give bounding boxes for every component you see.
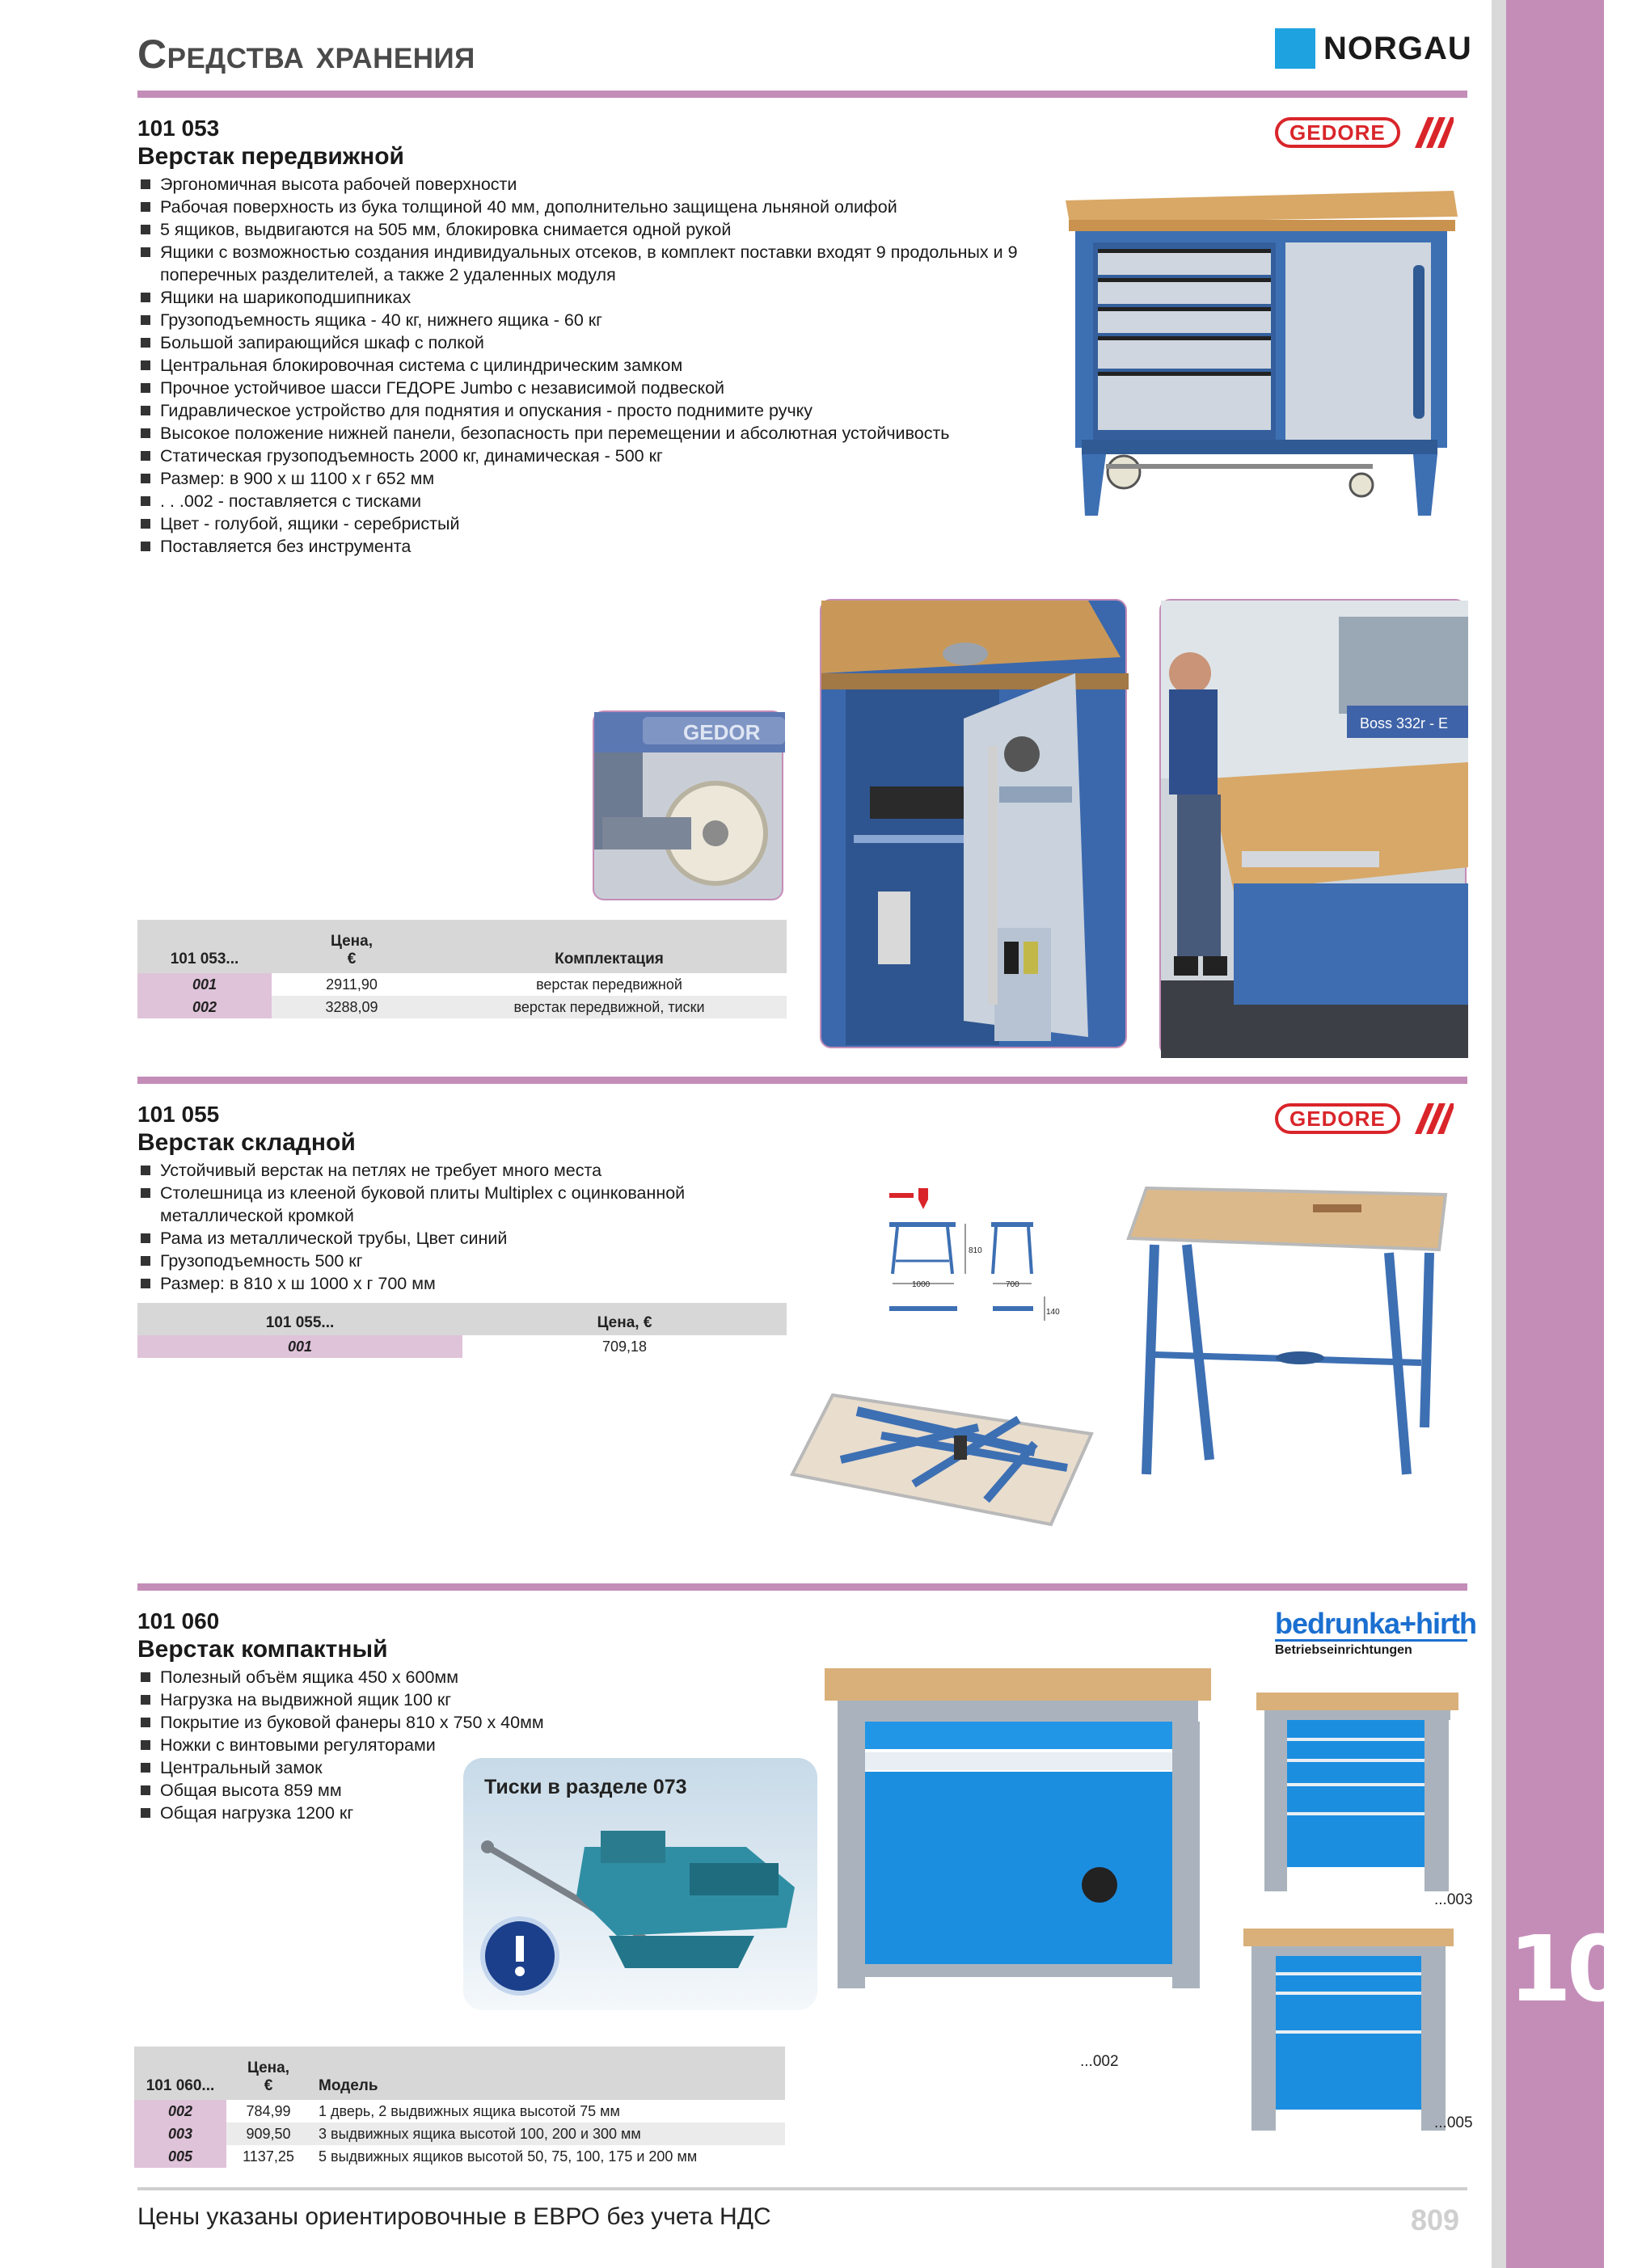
row-code: 001 [137, 973, 272, 996]
feature-item: Прочное устойчивое шасси ГЕДОРЕ Jumbo с независимой подвеской [139, 377, 1045, 399]
page-number: 809 [1411, 2203, 1460, 2236]
bullet-square-icon [141, 1279, 150, 1288]
norgau-logo [1275, 27, 1472, 70]
bullet-square-icon [141, 1672, 150, 1682]
vise-callout-title: Тиски в разделе 073 [484, 1776, 687, 1798]
product-sku: 101 055 [137, 1102, 220, 1127]
feature-item: Устойчивый верстак на петлях не требует много места [139, 1159, 737, 1182]
price-table-101060 [134, 2047, 785, 2168]
row-desc: верстак передвижной, тиски [432, 996, 787, 1018]
bedrunka-wordmark: bedrunka+hirth [1275, 1607, 1477, 1640]
row-price: 2911,90 [326, 976, 378, 993]
feature-item: Рама из металлической трубы, Цвет синий [139, 1227, 737, 1250]
svg-text:GEDOR: GEDOR [683, 720, 761, 744]
feature-item: Центральный замок [139, 1756, 592, 1779]
bullet-square-icon [141, 225, 150, 234]
feature-item: Ножки с винтовыми регуляторами [139, 1734, 592, 1756]
product-title: Верстак передвижной [137, 143, 404, 170]
svg-text:Boss 332r - E: Boss 332r - E [1360, 715, 1449, 731]
chapter-number: 10 [1509, 1917, 1625, 2022]
price-table-101053 [137, 920, 787, 1018]
folding-workbench-image [1122, 1185, 1454, 1478]
feature-item: Общая высота 859 мм [139, 1779, 592, 1802]
bullet-square-icon [141, 1740, 150, 1750]
row-desc: 1 дверь, 2 выдвижных ящика высотой 75 мм [319, 2102, 620, 2119]
bullet-square-icon [141, 1718, 150, 1727]
dim-width-label: 1000 [912, 1280, 931, 1289]
dimension-diagram [889, 1183, 1067, 1337]
feature-item: Грузоподъемность 500 кг [139, 1250, 737, 1272]
bullet-square-icon [141, 519, 150, 529]
bullet-square-icon [141, 496, 150, 506]
table-row [134, 2145, 785, 2168]
col-header-code: 101 055... [137, 1303, 462, 1335]
feature-item: Нагрузка на выдвижной ящик 100 кг [139, 1688, 592, 1711]
feature-item: . . .002 - поставляется с тисками [139, 490, 1045, 512]
dim-depth-label: 700 [1006, 1280, 1019, 1289]
bullet-square-icon [141, 1256, 150, 1266]
section-rule [137, 1077, 1467, 1084]
dim-height-label: 810 [969, 1246, 982, 1255]
feature-item: Общая нагрузка 1200 кг [139, 1802, 592, 1824]
row-code: 001 [137, 1335, 462, 1358]
dim-folded-label: 140 [1046, 1308, 1060, 1317]
bullet-square-icon [141, 1763, 150, 1773]
vise-callout[interactable] [463, 1758, 817, 2010]
folded-workbench-image [792, 1387, 1096, 1524]
row-price: 909,50 [226, 2123, 310, 2145]
product-title: Верстак компактный [137, 1636, 388, 1663]
table-row [137, 1335, 787, 1358]
bullet-square-icon [141, 1808, 150, 1818]
section-rule [137, 1583, 1467, 1591]
feature-item: Поставляется без инструмента [139, 535, 1045, 558]
bedrunka-tagline: Betriebseinrichtungen [1275, 1643, 1412, 1657]
bullet-square-icon [141, 1695, 150, 1705]
row-code: 002 [137, 996, 272, 1018]
feature-item: Высокое положение нижней панели, безопасность при перемещении и абсолютная устойчивость [139, 422, 1045, 445]
feature-item: 5 ящиков, выдвигаются на 505 мм, блокировка снимается одной рукой [139, 218, 1045, 241]
table-row [137, 973, 787, 996]
feature-item: Грузоподъемность ящика - 40 кг, нижнего ящика - 60 кг [139, 309, 1045, 331]
feature-item: Гидравлическое устройство для поднятия и опускания - просто поднимите ручку [139, 399, 1045, 422]
bullet-square-icon [141, 338, 150, 348]
col-header-price: Цена, € [226, 2047, 310, 2100]
feature-list [139, 1159, 737, 1295]
bullet-square-icon [141, 406, 150, 415]
bullet-square-icon [141, 1785, 150, 1795]
gedore-wordmark: GEDORE [1289, 1106, 1386, 1131]
bullet-square-icon [141, 1188, 150, 1198]
table-row [134, 2100, 785, 2123]
row-price: 3288,09 [272, 996, 432, 1018]
table-row [137, 996, 787, 1018]
gedore-wordmark: GEDORE [1289, 120, 1386, 145]
gedore-logo [1275, 1103, 1454, 1134]
compact-workbench-002-image [821, 1665, 1214, 2017]
table-row [134, 2123, 785, 2145]
bullet-square-icon [141, 542, 150, 551]
feature-item: Ящики с возможностью создания индивидуальных отсеков, в комплект поставки входят 9 продольных и 9 поперечных разделителей, а также 2 удаленных модуля [139, 241, 1045, 286]
row-price: 709,18 [601, 1338, 648, 1355]
bullet-square-icon [141, 179, 150, 189]
feature-item: Размер: в 900 х ш 1100 х г 652 мм [139, 467, 1045, 490]
caption-005: ...005 [1434, 2114, 1473, 2131]
feature-item: Большой запирающийся шкаф с полкой [139, 331, 1045, 354]
bullet-square-icon [141, 247, 150, 257]
bullet-square-icon [141, 428, 150, 438]
worker-workbench-photo [1159, 599, 1467, 1056]
compact-workbench-005-image [1242, 1927, 1455, 2134]
bullet-square-icon [141, 360, 150, 370]
mobile-workbench-image [1057, 184, 1462, 524]
bullet-square-icon [141, 474, 150, 483]
product-title: Верстак складной [137, 1129, 356, 1156]
gedore-stripes-icon [1403, 117, 1454, 148]
feature-item: Цвет - голубой, ящики - серебристый [139, 512, 1045, 535]
norgau-square-icon [1275, 28, 1315, 69]
bullet-square-icon [141, 315, 150, 325]
col-header-price: Цена, € [272, 920, 432, 973]
feature-item: Эргономичная высота рабочей поверхности [139, 173, 1045, 196]
feature-item: Статическая грузоподъемность 2000 кг, динамическая - 500 кг [139, 445, 1045, 467]
row-code: 005 [134, 2145, 226, 2168]
row-desc: верстак передвижной [536, 976, 682, 993]
row-price: 784,99 [246, 2102, 291, 2119]
feature-list [139, 173, 1045, 558]
feature-item: Столешница из клееной буковой плиты Multiplex с оцинкованной металлической кромкой [139, 1182, 737, 1227]
side-strip-gray [1492, 0, 1506, 2268]
col-header-model: Модель [310, 2047, 785, 2100]
row-desc: 5 выдвижных ящиков высотой 50, 75, 100, 175 и 200 мм [319, 2148, 698, 2165]
feature-item: Размер: в 810 х ш 1000 х г 700 мм [139, 1272, 737, 1295]
product-sku: 101 060 [137, 1608, 220, 1634]
feature-item: Центральная блокировочная система с цилиндрическим замком [139, 354, 1045, 377]
norgau-wordmark: NORGAU [1323, 30, 1472, 66]
cabinet-interior-photo [820, 599, 1127, 1048]
bullet-square-icon [141, 1166, 150, 1175]
col-header-price: Цена, € [462, 1303, 787, 1335]
vise-image [479, 1815, 803, 2000]
bullet-square-icon [141, 202, 150, 212]
feature-item: Покрытие из буковой фанеры 810 х 750 х 40мм [139, 1711, 592, 1734]
wheel-detail-photo [593, 710, 783, 900]
bullet-square-icon [141, 383, 150, 393]
bullet-square-icon [141, 293, 150, 302]
gedore-stripes-icon [1403, 1103, 1454, 1134]
col-header-set: Комплектация [432, 920, 787, 973]
row-code: 002 [134, 2100, 226, 2123]
caption-002: ...002 [1080, 2053, 1119, 2070]
compact-workbench-003-image [1255, 1691, 1460, 1895]
footer-rule [137, 2187, 1467, 2190]
bullet-square-icon [141, 1233, 150, 1243]
col-header-code: 101 053... [137, 920, 272, 973]
product-sku: 101 053 [137, 116, 220, 141]
row-desc: 3 выдвижных ящика высотой 100, 200 и 300 мм [310, 2123, 785, 2145]
gedore-logo [1275, 117, 1454, 148]
feature-item: Ящики на шарикоподшипниках [139, 286, 1045, 309]
bedrunka-hirth-logo [1275, 1607, 1477, 1658]
caption-003: ...003 [1434, 1891, 1473, 1908]
bullet-square-icon [141, 451, 150, 461]
feature-item: Полезный объём ящика 450 х 600мм [139, 1666, 592, 1688]
row-code: 003 [134, 2123, 226, 2145]
page-title: Средства хранения [137, 32, 475, 77]
feature-item: Рабочая поверхность из бука толщиной 40 мм, дополнительно защищена льняной олифой [139, 196, 1045, 218]
col-header-code: 101 060... [134, 2047, 226, 2100]
footer-note: Цены указаны ориентировочные в ЕВРО без учета НДС [137, 2203, 771, 2230]
header-rule [137, 91, 1467, 98]
row-price: 1137,25 [243, 2148, 294, 2165]
price-table-101055 [137, 1303, 787, 1358]
